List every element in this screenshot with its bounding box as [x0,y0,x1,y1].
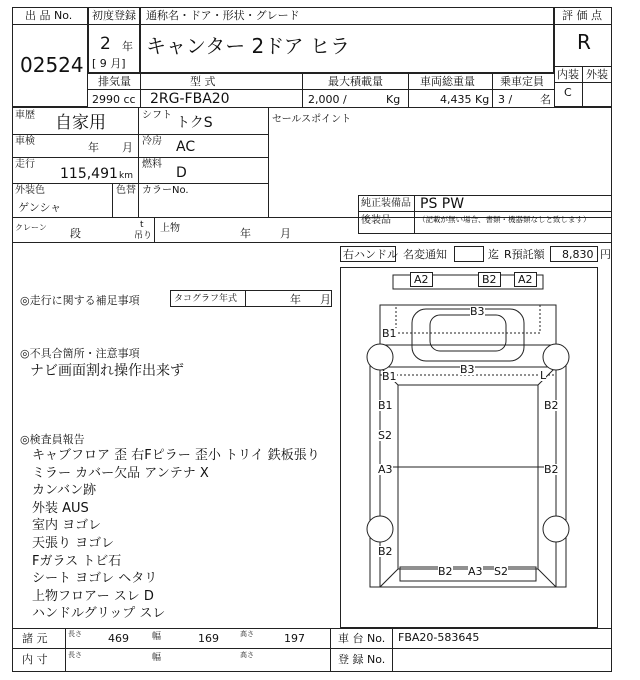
mileage-unit: km [119,171,133,181]
drive-side: 右ハンドル [343,248,398,261]
mileage-value: 115,491 [60,166,118,182]
damage-mark: L [540,369,547,382]
reg-label: 登 録 No. [338,653,386,666]
length-label: 長さ [68,630,82,638]
capacity-unit: 名 [540,93,551,106]
title-change-box [454,246,484,262]
damage-mark: S2 [494,565,508,578]
damage-mark: B2 [478,272,501,287]
interior-label: 内装 [557,68,579,81]
report-line: Fガラス トビ石 [32,553,122,569]
damage-mark: B2 [438,565,453,578]
color-no-label: 色替 [116,185,136,196]
capacity-label: 乗車定員 [500,75,544,88]
first-reg-label: 初度登録 [92,9,136,22]
in-length-label: 長さ [68,651,82,659]
displacement-value: 2990 cc [92,93,136,106]
history-label: 車歴 [15,110,35,121]
damage-mark: A3 [378,463,393,476]
ext-color-label: 外装色 [15,185,45,196]
model-label: 型 式 [190,75,216,88]
in-width-label: 幅 [152,653,162,663]
rating-box [554,7,612,107]
defects-text: ナビ画面割れ操作出来ず [30,363,184,379]
damage-mark: B1 [382,327,397,340]
equipment-value: PS PW [420,196,465,212]
report-line: 上物フロアー スレ D [32,588,154,604]
report-line: 外装 AUS [32,500,89,516]
driving-label: ◎走行に関する補足事項 [20,294,140,307]
inspection-label: 車検 [15,136,35,147]
interior-grade: C [564,86,572,99]
crane-stage: 段 [70,227,81,240]
damage-mark: B1 [382,370,397,383]
width-value: 169 [198,632,219,645]
crane-label: クレーン [15,223,47,232]
sales-point-label: セールスポイント [272,114,352,125]
shift-value: トクS [176,115,213,131]
ac-label: 冷房 [142,136,162,147]
damage-mark: B1 [378,399,393,412]
damage-mark: A3 [468,565,483,578]
color-code-label: カラーNo. [142,185,189,196]
ac-value: AC [176,139,196,155]
in-height-label: 高さ [240,651,254,659]
rating-label: 評 価 点 [562,9,602,22]
aftermarket-label: 後装品 [361,215,391,226]
report-line: ミラー カバー欠品 アンテナ X [32,465,209,481]
mileage-label: 走行 [15,159,35,170]
tacho-label: タコグラフ年式 [174,294,238,304]
model-desc-label: 通称名・ドア・形状・グレード [146,9,300,22]
exterior-label: 外装 [586,68,608,81]
recycle-label: R預託額 [504,248,545,261]
history-value: 自家用 [55,113,106,133]
damage-mark: B3 [460,363,475,376]
chassis-label: 車 台 No. [338,632,386,645]
damage-mark: B2 [378,545,393,558]
fuel-label: 燃料 [142,159,162,170]
ext-color-value: ゲンシャ [18,201,62,214]
crane-lift-sub: 吊り [134,231,153,241]
year-unit: 年 [122,40,133,53]
inspector-label: ◎検査員報告 [20,433,85,446]
damage-mark: A2 [514,272,537,287]
model-code: 2RG-FBA20 [150,91,230,107]
report-line: キャブフロア 歪 右Fピラー 歪小 トリイ 鉄板張り [32,448,320,463]
height-value: 197 [284,632,305,645]
damage-mark: S2 [378,429,392,442]
lot-number: 02524 [20,53,84,77]
report-line: シート ヨゴレ ヘタリ [32,571,158,587]
height-label: 高さ [240,630,254,638]
rating-value: R [577,30,591,54]
chassis-value: FBA20-583645 [398,631,480,644]
inspection-month: 月 [122,141,133,154]
max-load-label: 最大積載量 [328,75,383,88]
tacho-month: 月 [320,293,331,306]
damage-mark: B2 [544,463,559,476]
damage-mark: B3 [470,305,485,318]
damage-mark: A2 [410,272,433,287]
report-line: 室内 ヨゴレ [32,518,102,534]
gvw-label: 車両総重量 [420,75,475,88]
length-value: 469 [108,632,129,645]
car-name: キャンター 2ドア ヒラ [146,34,351,58]
width-label: 幅 [152,632,162,642]
yen-unit: 円 [600,248,611,261]
mount-label: 上物 [160,223,180,234]
recycle-amount: 8,830 [562,248,594,261]
inspection-year: 年 [88,141,99,154]
aftermarket-note: （記載が無い場合、書類・機器類なしと致します） [418,215,591,224]
report-line: カンバン跡 [32,483,97,499]
lot-label: 出 品 No. [25,9,73,22]
mount-month: 月 [280,227,291,240]
interior-dims-label: 内 寸 [22,653,48,666]
title-change-label: 名変通知 [403,248,447,261]
equipment-label: 純正装備品 [361,198,411,209]
capacity-value: 3 / [498,93,513,106]
first-reg-month: [ 9 月] [92,57,126,70]
fuel-value: D [176,165,187,181]
max-load-value: 2,000 / [308,93,347,106]
mount-year: 年 [240,227,251,240]
displacement-label: 排気量 [98,75,131,88]
max-load-unit: Kg [386,93,401,106]
distance-label: 迄 [488,248,499,261]
shift-label: シフト [142,110,172,121]
damage-mark: B2 [544,399,559,412]
defects-label: ◎不具合箇所・注意事項 [20,347,140,360]
crane-lift: t [140,220,144,230]
first-reg-year: 2 [100,34,111,54]
report-line: ハンドルグリップ スレ [32,606,166,622]
tacho-year: 年 [290,293,301,306]
report-line: 天張り ヨゴレ [32,536,115,551]
dims-label: 諸 元 [22,632,48,645]
gvw-value: 4,435 Kg [440,93,490,106]
